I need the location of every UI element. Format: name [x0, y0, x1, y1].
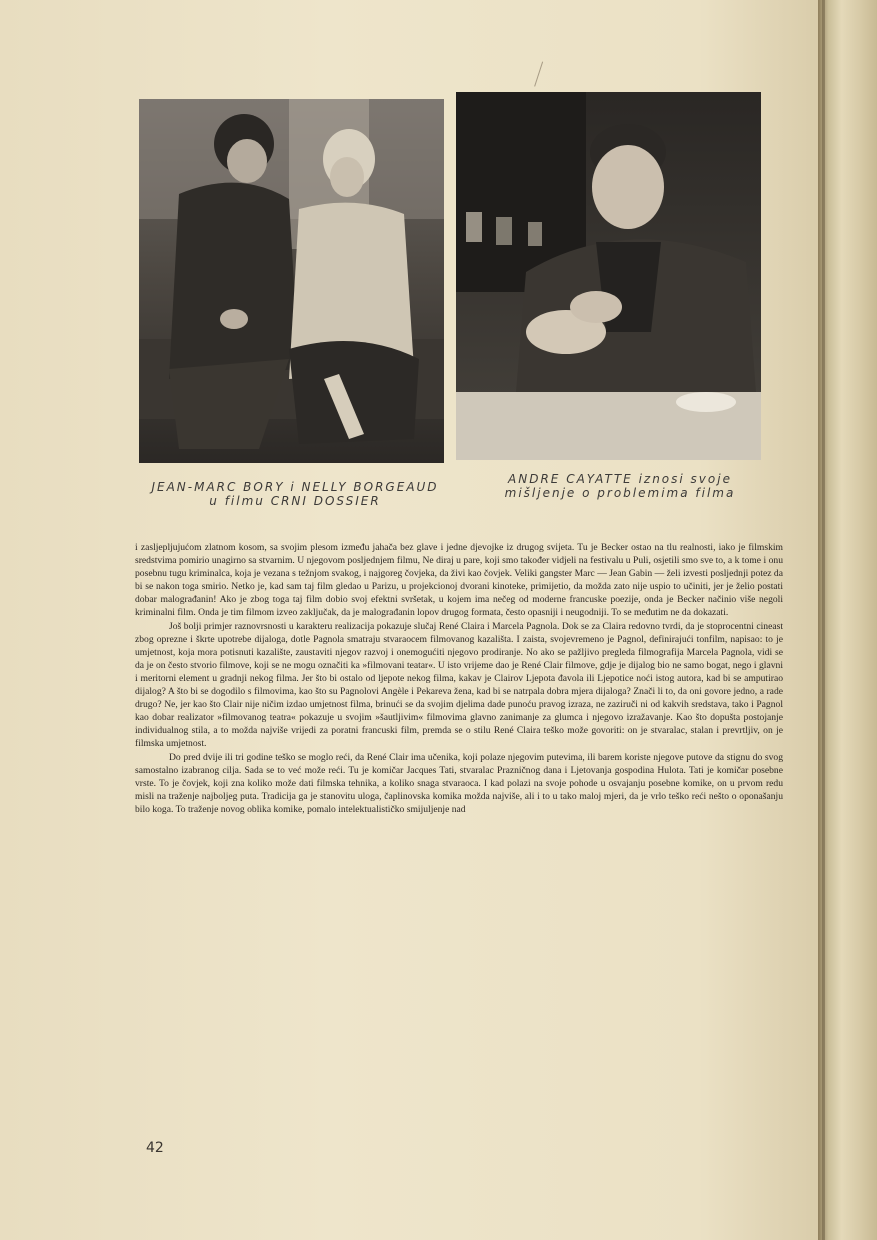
- article-paragraph: i zaslјepljujućom zlatnom kosom, sa svojim plesom između jahača bez glave i jedne djevojke iz drugog svijeta. Tu je Becker ostao na tlu realnosti, iako je filmskim sredstvima pomirio unagirno sa stvarnim. U njegovom posljednjem filmu, Ne diraj u pare, koji smo također vidjeli na festivalu u Puli, osjetili smo sve to, a k tome i onu posebnu tugu kriminalca, koja je vezana s težnjom svakog, i najgoreg čovjeka, da živi kao čovjek. Veliki gangster Marc — Jean Gabin — želi izvesti posljednji potez da bi se nakon toga smirio. Netko je, kad sam taj film gledao u Parizu, u projekcionoj dvorani kinoteke, primijetio, da možda zato nije uspio to učiniti, jer je želio postati dobar malograđanin! Ako je zbog toga taj film dobio svoj efektni svršetak, u kojem ima nečeg od moderne francuske poezije, onda je Becker načinio više negoli kriminalni film. Onda je tim filmom izveo zaključak, da je malograđanin lopov drugog formata, često opasniji i neugodniji. To se međutim ne da dokazati.: [135, 542, 783, 619]
- page-number: 42: [146, 1140, 164, 1156]
- photo-caption-right: ANDRE CAYATTE iznosi svoje mišljenje o problemima filma: [504, 472, 736, 500]
- book-spine-gutter: [818, 0, 877, 1240]
- photo-couple-on-sofa: [139, 99, 444, 463]
- article-paragraph: Do pred dvije ili tri godine teško se moglo reći, da René Clair ima učenika, koji polaze njegovim putevima, ili barem koriste njegove putove da stignu do svog samostalno izabranog cilja. Sada se to već može reći. Tu je komičar Jacques Tati, stvaralac Prazničnog dana i Ljetovanja gospodina Hulota. Tati je komičar posebne vrste. To je čovjek, koji zna koliko može dati filmska tehnika, a koliko snaga stvaraoca. I kad polazi na svoje pohode u osvajanju posebne komike, on u prvom redu misli na traženje najboljeg puta. Tradicija ga je stanovitu uloga, čaplinovska komika možda najviše, ali i to u tako maloj mjeri, da je vrlo teško reći nešto o oponašanju bilo koga. To traženje novog oblika komike, pomalo intelektualističko smijuljenje nad: [135, 751, 783, 815]
- photo-caption-left: JEAN-MARC BORY i NELLY BORGEAUD u filmu CRNI DOSSIER: [151, 480, 439, 508]
- article-paragraph: Još bolji primjer raznovrsnosti u karakteru realizacija pokazuje slučaj René Claira i Marcela Pagnola. Dok se za Claira redovno tvrdi, da je stoprocentni cineast zbog opreznе i škrte upotrebe dijaloga, dotle Pagnola smatraju stvaraocem filmovanog kazališta. I zaista, svojevremeno je Pagnol, definirajući tonfilm, napisao: to je umjetnost, koja mora potisnuti kazalište, zaustaviti njegov razvoj i onemogućiti njegovo prodiranje. No ako se pažljivo pregleda filmografija Marcela Pagnola, vidi se da je on često stvorio filmove, koji se ne mogu označiti ka »filmovani teatar«. U isto vrijeme dao je René Clair filmove, gdje je dijalog bio ne samo bogat, nego i glavni i meritorni element u gradnji nekog filma. Jer što bi ostalo od ljepote nekog filma, kakav je Clairov Ljepota đavola ili Ljepotice noći istog autora, kad bi se amputirao dijalog? A što bi se dogodilo s filmovima, kao što su Pagnolovi Angèle i Pekareva žena, kad bi se natrpala dobra mjera dijaloga? Znači li to, da oni govore jedno, a rade drugo? Ne, jer kao što Clair nije ničim izdao umjetnost filma, brinući se da svojim djelima dade punoću pravog izraza, ne zaziruči ni od kakvih sredstava, tako i Pagnol kao dobar realizator »filmovanog teatra« pokazuje u svojim »šautljivim« filmovima glavno zanimanje za glumca i njegovo izražavanje. Kao što dopušta postojanje individualnog stila, a to možda najviše vrijedi za poratni francuski film, premda se o stilu René Claira teško može govoriti: on je stvaralac, stalan i prevrtljiv, on je filmska umjetnost.: [135, 620, 783, 750]
- photo-andre-cayatte: [456, 92, 761, 460]
- article-body: [135, 541, 783, 816]
- pencil-mark: [534, 62, 549, 89]
